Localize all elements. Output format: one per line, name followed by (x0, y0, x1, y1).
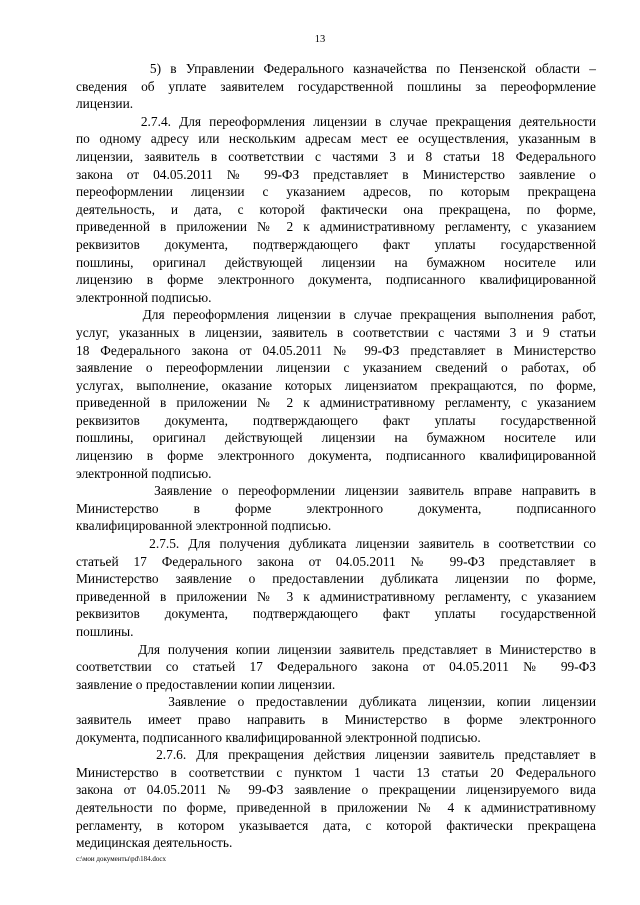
text-line: Заявление о предоставлении дубликата лицензии, копии лицензии (76, 694, 596, 710)
text-line: лицензии, заявитель в соответствии с частями 3 и 8 статьи 18 Федерального (76, 148, 596, 164)
text-line: 2.7.5. Для получения дубликата лицензии заявитель в соответствии со (76, 536, 596, 552)
text-line: заявитель имеет право направить в Министерство в форме электронного (76, 711, 596, 727)
text-line: соответствии со статьей 17 Федерального закона от 04.05.2011 № 99-ФЗ (76, 659, 596, 675)
text-line: приведенной в приложении № 2 к административному регламенту, с указанием (76, 395, 596, 411)
text-line: закона от 04.05.2011 № 99-ФЗ представляет в Министерство заявление о (76, 166, 596, 182)
text-line: заявление о переоформлении лицензии с указанием сведений о работах, об (76, 360, 596, 376)
footer-file-path: c:\мои документы\pd\184.docx (76, 855, 166, 863)
text-line: лицензии. (76, 96, 134, 112)
text-line: Для получения копии лицензии заявитель представляет в Министерство в (76, 641, 596, 657)
text-line: переоформлении лицензии с указанием адресов, по которым прекращена (76, 184, 596, 200)
text-line: регламенту, в котором указывается дата, с которой фактически прекращена (76, 817, 596, 833)
text-line: Для переоформления лицензии в случае прекращения выполнения работ, (76, 307, 596, 323)
text-line: лицензию в форме электронного документа, подписанного квалифицированной (76, 448, 596, 464)
text-line: деятельность, и дата, с которой фактически она прекращена, по форме, (76, 201, 596, 217)
text-line: пошлины. (76, 624, 134, 639)
text-line: реквизитов документа, подтверждающего факт уплаты государственной (76, 606, 596, 622)
text-line: статьей 17 Федерального закона от 04.05.2011 № 99-ФЗ представляет в (76, 553, 596, 569)
text-line: медицинская деятельность. (76, 835, 233, 851)
page-number: 13 (314, 34, 326, 45)
text-line: 2.7.6. Для прекращения действия лицензии заявитель представляет в (76, 747, 596, 763)
text-line: по одному адресу или нескольким адресам мест ее осуществления, указанным в (76, 131, 596, 147)
text-line: заявление о предоставлении копии лицензии. (76, 676, 336, 692)
text-line: Министерство в форме электронного документа, подписанного (76, 500, 596, 516)
text-line: услуг, указанных в лицензии, заявитель в соответствии с частями 3 и 9 статьи (76, 324, 596, 340)
text-line: 18 Федерального закона от 04.05.2011 № 99-ФЗ представляет в Министерство (76, 342, 596, 358)
text-line: документа, подписанного квалифицированной электронной подписью. (76, 729, 481, 745)
text-line: 2.7.4. Для переоформления лицензии в случае прекращения деятельности (76, 113, 596, 129)
text-line: Министерство заявление о предоставлении дубликата лицензии по форме, (76, 571, 596, 587)
text-line: сведения об уплате заявителем государственной пошлины за переоформление (76, 78, 596, 94)
text-line: приведенной в приложении № 3 к административному регламенту, с указанием (76, 588, 596, 604)
document-body (76, 60, 596, 852)
text-line: пошлины, оригинал действующей лицензии на бумажном носителе или (76, 254, 596, 270)
text-line: деятельности по форме, приведенной в приложении № 4 к административному (76, 799, 596, 815)
text-line: Министерство в соответствии с пунктом 1 части 13 статьи 20 Федерального (76, 764, 596, 780)
text-line: квалифицированной электронной подписью. (76, 518, 332, 534)
text-line: реквизитов документа, подтверждающего факт уплаты государственной (76, 236, 596, 252)
text-line: электронной подписью. (76, 465, 212, 481)
text-line: услугах, выполнение, оказание которых лицензиатом прекращаются, по форме, (76, 377, 596, 393)
text-line: Заявление о переоформлении лицензии заявитель вправе направить в (76, 483, 596, 499)
text-line: 5) в Управлении Федерального казначейства по Пензенской области – (76, 61, 596, 76)
text-line: электронной подписью. (76, 289, 212, 305)
text-line: реквизитов документа, подтверждающего факт уплаты государственной (76, 412, 596, 428)
text-line: закона от 04.05.2011 № 99-ФЗ заявление о прекращении лицензируемого вида (76, 782, 596, 798)
text-line: приведенной в приложении № 2 к административному регламенту, с указанием (76, 219, 596, 235)
text-line: лицензию в форме электронного документа, подписанного квалифицированной (76, 272, 596, 288)
text-line: пошлины, оригинал действующей лицензии на бумажном носителе или (76, 430, 596, 446)
